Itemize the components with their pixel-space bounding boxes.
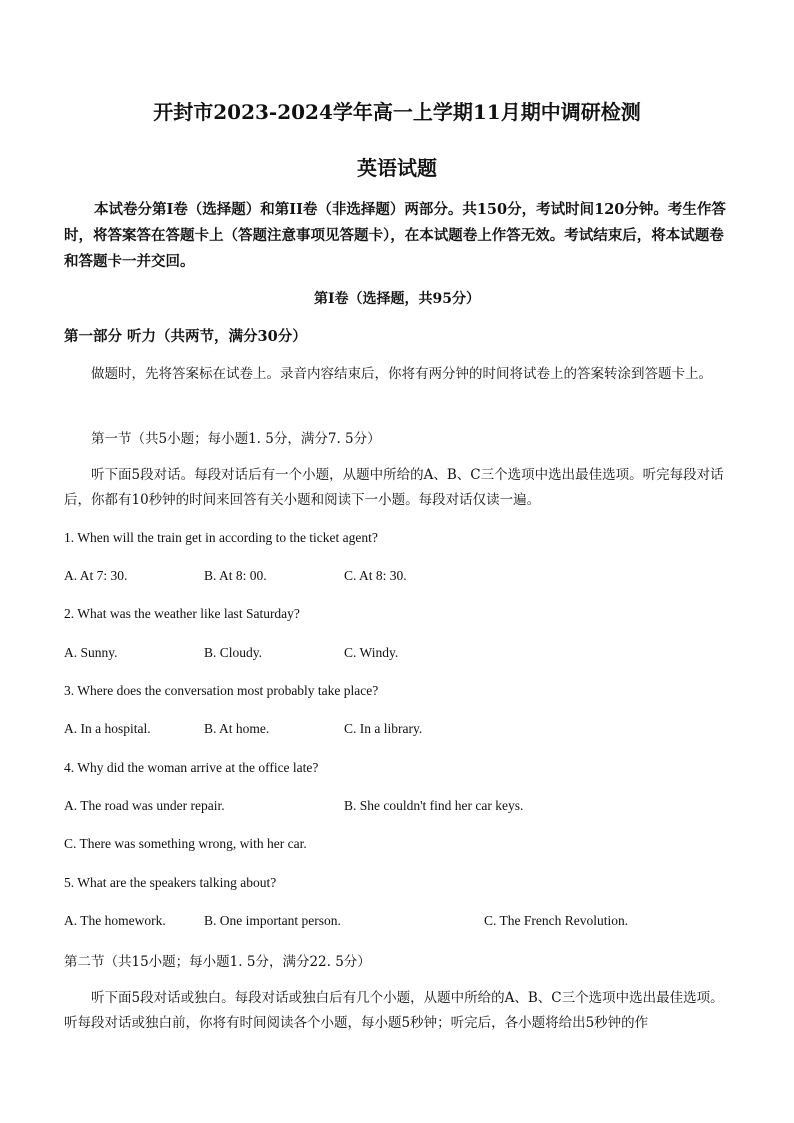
exam-subtitle: 英语试题 [357,156,437,180]
option-a: A. The road was under repair. [64,798,225,813]
section-heading: 第一节（共5小题；每小题1. 5分，满分7. 5分） [91,431,381,447]
exam-instructions: 本试卷分第I卷（选择题）和第II卷（非选择题）两部分。共150分，考试时间120分钟。考生作答时，将答案答在答题卡上（答题注意事项见答题卡），在本试题卷上作答无效。考试结束后，将本试题卷和答题卡一并交回。 [64,201,726,270]
option-b: B. Cloudy. [204,645,263,660]
exam-title: 开封市2023-2024学年高一上学期11月期中调研检测 [153,100,641,124]
question-stem: 2. What was the weather like last Saturday? [64,606,300,621]
option-b: B. She couldn't find her car keys. [344,798,524,813]
option-a: A. The homework. [64,913,166,928]
question-stem: 1. When will the train get in according to the ticket agent? [64,530,378,545]
question-stem: 5. What are the speakers talking about? [64,875,277,890]
part-heading: 第一部分 听力（共两节，满分30分） [64,328,307,345]
question-stem: 4. Why did the woman arrive at the office late? [64,760,319,775]
option-a: A. Sunny. [64,645,118,660]
option-b: B. One important person. [204,913,341,928]
option-a: A. At 7: 30. [64,568,128,583]
part-instructions: 做题时，先将答案标在试卷上。录音内容结束后，你将有两分钟的时间将试卷上的答案转涂到答题卡上。 [91,366,712,382]
option-c: C. There was something wrong, with her car. [64,836,307,851]
section-heading: 第二节（共15小题；每小题1. 5分，满分22. 5分） [64,954,371,970]
option-c: C. The French Revolution. [484,913,629,928]
question-stem: 3. Where does the conversation most probably take place? [64,683,379,698]
volume-heading: 第I卷（选择题，共95分） [313,291,481,307]
section-instructions: 听下面5段对话或独白。每段对话或独白后有几个小题，从题中所给的A、B、C三个选项中选出最佳选项。听每段对话或独白前，你将有时间阅读各个小题，每小题5秒钟；听完后，各小题将给出5秒钟的作 [64,990,724,1031]
option-b: B. At 8: 00. [204,568,267,583]
option-c: C. At 8: 30. [344,568,407,583]
option-c: C. Windy. [344,645,399,660]
option-a: A. In a hospital. [64,721,151,736]
option-b: B. At home. [204,721,270,736]
section-instructions: 听下面5段对话。每段对话后有一个小题，从题中所给的A、B、C三个选项中选出最佳选项。听完每段对话后，你都有10秒钟的时间来回答有关小题和阅读下一小题。每段对话仅读一遍。 [64,467,724,508]
option-c: C. In a library. [344,721,423,736]
